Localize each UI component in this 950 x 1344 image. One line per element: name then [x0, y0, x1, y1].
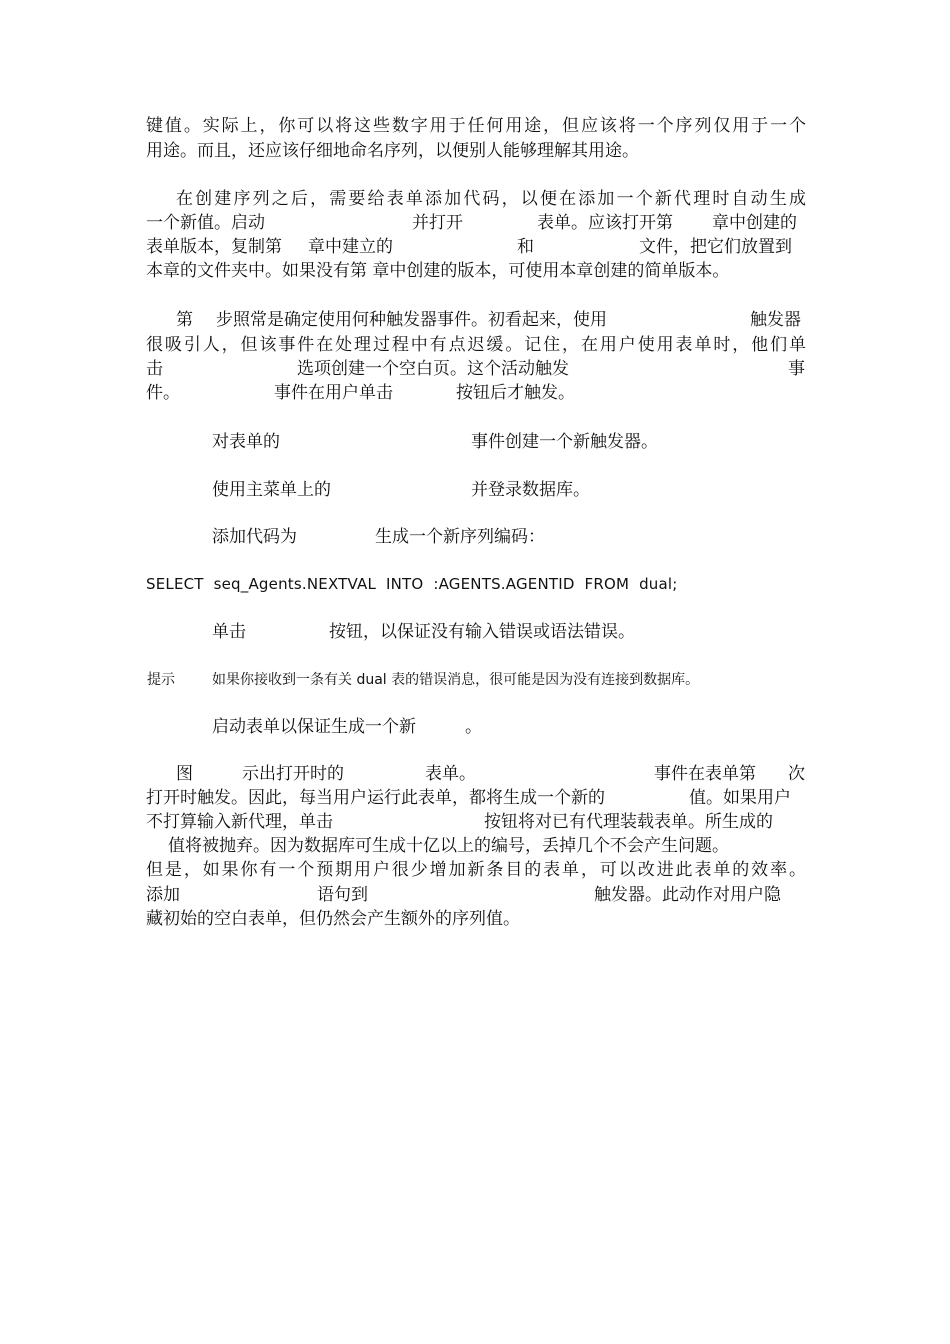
para3-line1-seg-b: 步照常是确定使用何种触发器事件。初看起来，使用 [216, 310, 607, 330]
para4-line6 [146, 883, 806, 907]
step-3-text-b: 生成一个新序列编码： [375, 527, 545, 547]
para4-line3-seg-b: 按钮将对已有代理装载表单。所生成的 [484, 812, 773, 832]
para3-line1-seg-a: 第 [176, 310, 193, 330]
tip-text [212, 670, 699, 690]
para4-line6-seg-c: 触发器。此动作对用户隐 [594, 885, 781, 905]
para2-line2-seg-b: 并打开 [412, 213, 463, 233]
para3-line4 [146, 381, 806, 405]
step-1-text-b: 事件创建一个新触发器。 [471, 432, 658, 452]
para2-line3-seg-a: 表单版本，复制第 [146, 237, 282, 257]
step-2-text-b: 并登录数据库。 [471, 480, 590, 500]
step-4-text-b: 按钮，以保证没有输入错误或语法错误。 [329, 622, 635, 642]
step-1-text-a: 对表单的 [212, 432, 280, 452]
code-snippet: SELECT seq_Agents.NEXTVAL INTO :AGENTS.AGENTID FROM dual; [146, 575, 678, 593]
para4-line6-seg-b: 语句到 [317, 885, 368, 905]
para2-line2-seg-c: 表单。应该打开第 [537, 213, 673, 233]
tip-text-b: dual [356, 672, 387, 688]
para2-line3-seg-c: 和 [517, 237, 534, 257]
tip-label: 提示 [147, 672, 175, 688]
para1-line1: 键值。实际上，你可以将这些数字用于任何用途，但应该将一个序列仅用于一个 [146, 116, 806, 136]
step-5-text-b: 。 [465, 717, 482, 737]
para3-line3-seg-c: 事 [788, 359, 805, 379]
para4-line2 [146, 786, 806, 810]
para2-line1: 在创建序列之后，需要给表单添加代码，以便在添加一个新代理时自动生成 [176, 189, 806, 209]
step-2-text-a: 使用主菜单上的 [212, 480, 331, 500]
para2-line3-seg-d: 文件，把它们放置到 [639, 237, 792, 257]
para3-line3-seg-a: 击 [146, 359, 163, 379]
para3-line4-seg-a: 件。 [146, 383, 180, 403]
step-4-text-a: 单击 [212, 622, 246, 642]
para4-line4: 值将被抛弃。因为数据库可生成十亿以上的编号，丢掉几个不会产生问题。 [168, 836, 729, 856]
para4-line1-seg-d: 事件在表单第 [654, 764, 756, 784]
step-3-text-a: 添加代码为 [212, 527, 297, 547]
para3-line1-seg-c: 触发器 [750, 310, 801, 330]
para2-line3 [146, 235, 806, 259]
para4-line1-seg-a: 图 [176, 764, 193, 784]
para2-line2-seg-d: 章中创建的 [712, 213, 797, 233]
para2-line2-seg-a: 一个新值。启动 [146, 213, 265, 233]
para3-line4-seg-c: 按钮后才触发。 [456, 383, 575, 403]
para4-line7: 藏初始的空白表单，但仍然会产生额外的序列值。 [146, 909, 520, 929]
para2-line4: 本章的文件夹中。如果没有第 章中创建的版本，可使用本章创建的简单版本。 [146, 261, 730, 281]
para4-line1 [146, 762, 806, 786]
para4-line1-seg-e: 次 [788, 764, 805, 784]
para4-line1-seg-b: 示出打开时的 [242, 764, 344, 784]
tip-text-c: 表的错误消息，很可能是因为没有连接到数据库。 [386, 672, 700, 688]
para4-line3-seg-a: 不打算输入新代理，单击 [146, 812, 333, 832]
para4-line2-seg-b: 值。如果用户 [689, 788, 791, 808]
para2-line3-seg-b: 章中建立的 [308, 237, 393, 257]
para3-line4-seg-b: 事件在用户单击 [274, 383, 393, 403]
para3-line2: 很吸引人，但该事件在处理过程中有点迟缓。记住，在用户使用表单时，他们单 [146, 335, 806, 355]
para1-line2: 用途。而且，还应该仔细地命名序列，以便别人能够理解其用途。 [146, 141, 639, 161]
tip-text-a: 如果你接收到一条有关 [212, 672, 357, 688]
para3-line3-seg-b: 选项创建一个空白页。这个活动触发 [297, 359, 569, 379]
para4-line6-seg-a: 添加 [146, 885, 180, 905]
para4-line1-seg-c: 表单。 [425, 764, 476, 784]
para4-line2-seg-a: 打开时触发。因此，每当用户运行此表单，都将生成一个新的 [146, 788, 605, 808]
step-5-text-a: 启动表单以保证生成一个新 [212, 717, 416, 737]
para4-line3 [146, 810, 806, 834]
para3-line1 [146, 308, 806, 332]
para3-line3 [146, 357, 806, 381]
para4-line5: 但是，如果你有一个预期用户很少增加新条目的表单，可以改进此表单的效率。 [146, 860, 806, 880]
para2-line2 [146, 211, 806, 235]
